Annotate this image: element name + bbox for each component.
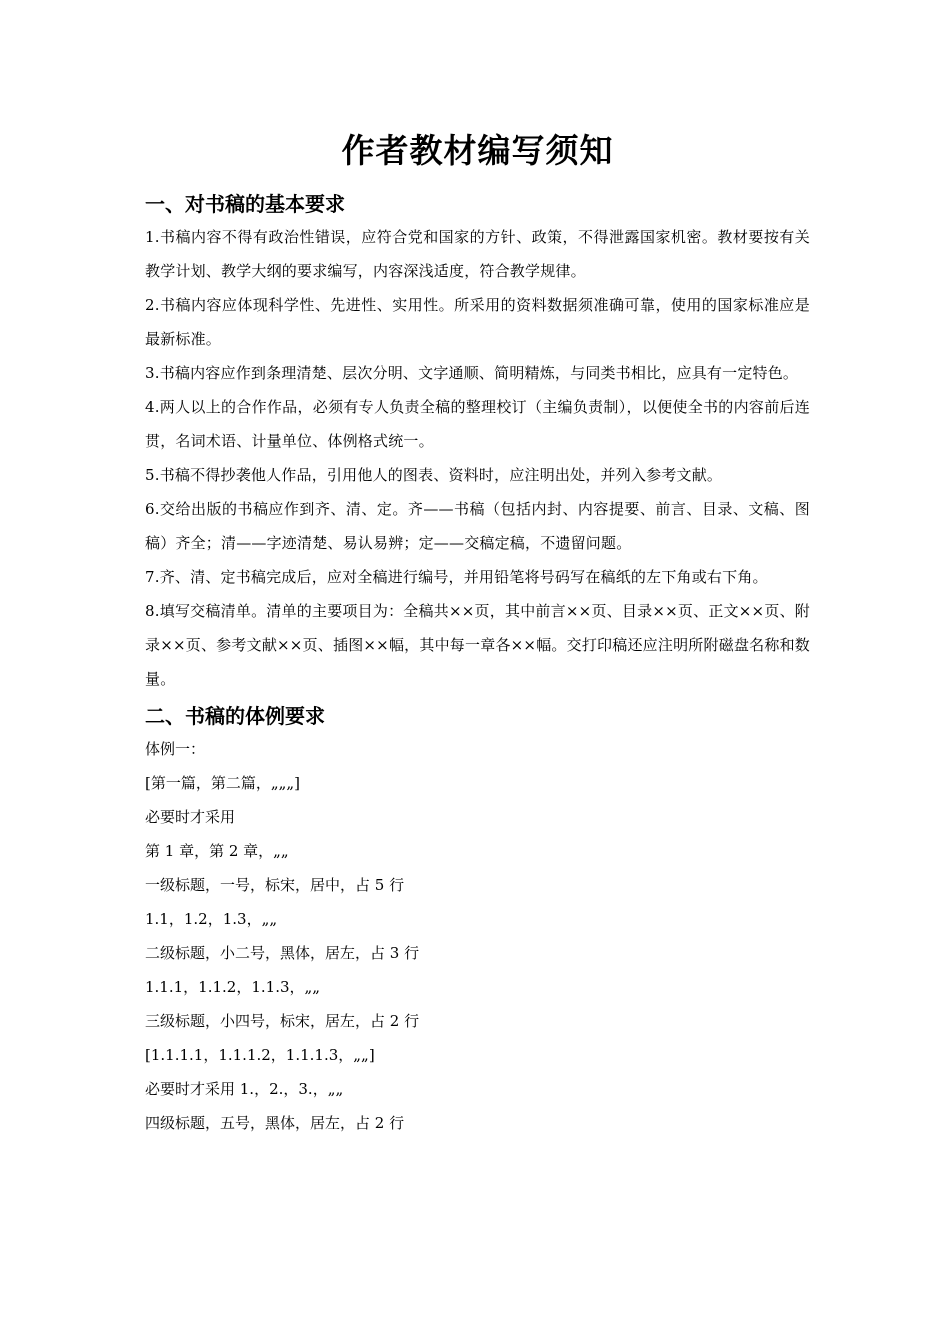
requirement-item-3: 3.书稿内容应作到条理清楚、层次分明、文字通顺、简明精炼，与同类书相比，应具有一定特色。 — [145, 364, 799, 382]
format-line: [1.1.1.1，1.1.1.2，1.1.1.3，„„] — [145, 1046, 375, 1064]
requirement-item-1: 1.书稿内容不得有政治性错误，应符合党和国家的方针、政策，不得泄露国家机密。教材要按有关教学计划、教学大纲的要求编写，内容深浅适度，符合教学规律。 — [145, 228, 810, 280]
format-line: 体例一： — [145, 740, 206, 758]
format-line: [第一篇，第二篇，„„„] — [145, 774, 301, 792]
document-page — [145, 128, 810, 1140]
requirement-item-5: 5.书稿不得抄袭他人作品，引用他人的图表、资料时，应注明出处，并列入参考文献。 — [145, 466, 723, 484]
format-line: 四级标题，五号，黑体，居左，占 2 行 — [145, 1114, 405, 1132]
format-line: 1.1，1.2，1.3，„„ — [145, 910, 278, 928]
requirement-item-6: 6.交给出版的书稿应作到齐、清、定。齐——书稿（包括内封、内容提要、前言、目录、文稿、图稿）齐全；清——字迹清楚、易认易辨；定——交稿定稿，不遗留问题。 — [145, 500, 810, 552]
section-heading-requirements: 一、对书稿的基本要求 — [145, 192, 345, 216]
requirement-item-8: 8.填写交稿清单。清单的主要项目为：全稿共××页，其中前言××页、目录××页、正文××页、附录××页、参考文献××页、插图××幅，其中每一章各××幅。交打印稿还应注明所附磁盘名称和数量。 — [145, 602, 810, 688]
format-line: 必要时才采用 — [145, 808, 236, 826]
document-title: 作者教材编写须知 — [341, 131, 614, 170]
requirement-item-2: 2.书稿内容应体现科学性、先进性、实用性。所采用的资料数据须准确可靠，使用的国家标准应是最新标准。 — [145, 296, 810, 348]
requirement-item-4: 4.两人以上的合作作品，必须有专人负责全稿的整理校订（主编负责制），以便使全书的内容前后连贯，名词术语、计量单位、体例格式统一。 — [145, 398, 810, 450]
format-line: 二级标题，小二号，黑体，居左，占 3 行 — [145, 944, 420, 962]
format-line: 1.1.1，1.1.2，1.1.3，„„ — [145, 978, 321, 996]
format-line: 第 1 章，第 2 章，„„ — [145, 842, 289, 860]
requirement-item-7: 7.齐、清、定书稿完成后，应对全稿进行编号，并用铅笔将号码写在稿纸的左下角或右下角。 — [145, 568, 768, 586]
format-line: 必要时才采用 1.，2.，3.，„„ — [145, 1080, 344, 1098]
format-line: 一级标题，一号，标宋，居中，占 5 行 — [145, 876, 405, 894]
section-heading-format: 二、书稿的体例要求 — [145, 704, 325, 728]
format-line: 三级标题，小四号，标宋，居左，占 2 行 — [145, 1012, 420, 1030]
